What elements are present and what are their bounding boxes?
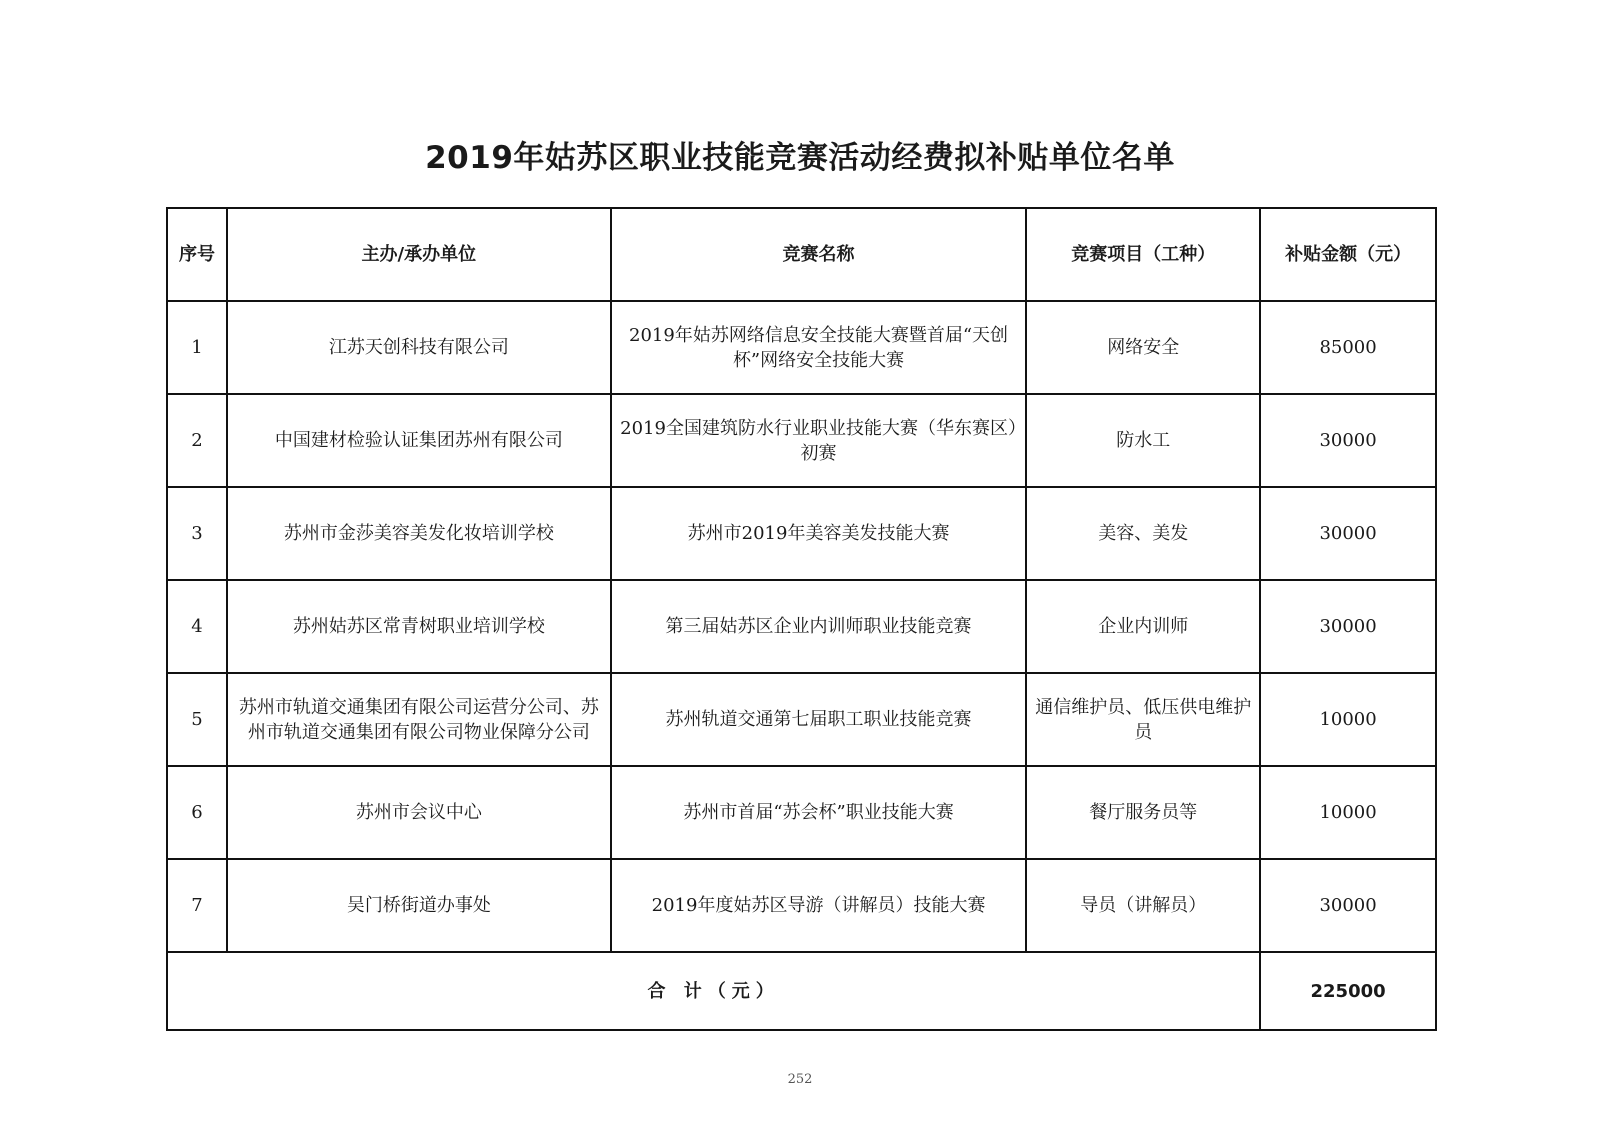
header-org: 主办/承办单位 (227, 208, 611, 301)
cell-amount: 30000 (1260, 394, 1436, 487)
cell-item: 企业内训师 (1026, 580, 1260, 673)
cell-org: 江苏天创科技有限公司 (227, 301, 611, 394)
cell-name: 苏州市首届“苏会杯”职业技能大赛 (611, 766, 1027, 859)
cell-no: 1 (167, 301, 227, 394)
cell-item: 导员（讲解员） (1026, 859, 1260, 952)
cell-item: 餐厅服务员等 (1026, 766, 1260, 859)
cell-amount: 10000 (1260, 673, 1436, 766)
cell-amount: 85000 (1260, 301, 1436, 394)
table-row (167, 766, 1436, 859)
cell-amount: 10000 (1260, 766, 1436, 859)
cell-amount: 30000 (1260, 487, 1436, 580)
cell-no: 7 (167, 859, 227, 952)
cell-item: 美容、美发 (1026, 487, 1260, 580)
table-row (167, 487, 1436, 580)
table-row (167, 673, 1436, 766)
cell-no: 4 (167, 580, 227, 673)
page-number: 252 (787, 1072, 813, 1087)
subsidy-table (166, 207, 1437, 1031)
cell-name: 苏州轨道交通第七届职工职业技能竞赛 (611, 673, 1027, 766)
header-item: 竞赛项目（工种） (1026, 208, 1260, 301)
cell-no: 3 (167, 487, 227, 580)
total-value: 225000 (1260, 952, 1436, 1030)
table-row (167, 859, 1436, 952)
total-row (167, 952, 1436, 1030)
table-row (167, 301, 1436, 394)
cell-no: 2 (167, 394, 227, 487)
table-header-row (167, 208, 1436, 301)
table-row (167, 580, 1436, 673)
cell-org: 苏州市金莎美容美发化妆培训学校 (227, 487, 611, 580)
cell-name: 2019全国建筑防水行业职业技能大赛（华东赛区）初赛 (611, 394, 1027, 487)
cell-amount: 30000 (1260, 859, 1436, 952)
cell-amount: 30000 (1260, 580, 1436, 673)
document-title: 2019年姑苏区职业技能竞赛活动经费拟补贴单位名单 (425, 140, 1175, 176)
cell-item: 通信维护员、低压供电维护员 (1026, 673, 1260, 766)
header-amount: 补贴金额（元） (1260, 208, 1436, 301)
cell-org: 苏州市轨道交通集团有限公司运营分公司、苏州市轨道交通集团有限公司物业保障分公司 (227, 673, 611, 766)
cell-item: 防水工 (1026, 394, 1260, 487)
cell-name: 2019年姑苏网络信息安全技能大赛暨首届“天创杯”网络安全技能大赛 (611, 301, 1027, 394)
total-label: 合 计（元） (167, 952, 1260, 1030)
cell-no: 6 (167, 766, 227, 859)
cell-item: 网络安全 (1026, 301, 1260, 394)
cell-no: 5 (167, 673, 227, 766)
cell-name: 2019年度姑苏区导游（讲解员）技能大赛 (611, 859, 1027, 952)
cell-org: 中国建材检验认证集团苏州有限公司 (227, 394, 611, 487)
table-row (167, 394, 1436, 487)
cell-name: 苏州市2019年美容美发技能大赛 (611, 487, 1027, 580)
cell-org: 苏州姑苏区常青树职业培训学校 (227, 580, 611, 673)
cell-name: 第三届姑苏区企业内训师职业技能竞赛 (611, 580, 1027, 673)
header-no: 序号 (167, 208, 227, 301)
cell-org: 苏州市会议中心 (227, 766, 611, 859)
header-name: 竞赛名称 (611, 208, 1027, 301)
cell-org: 吴门桥街道办事处 (227, 859, 611, 952)
